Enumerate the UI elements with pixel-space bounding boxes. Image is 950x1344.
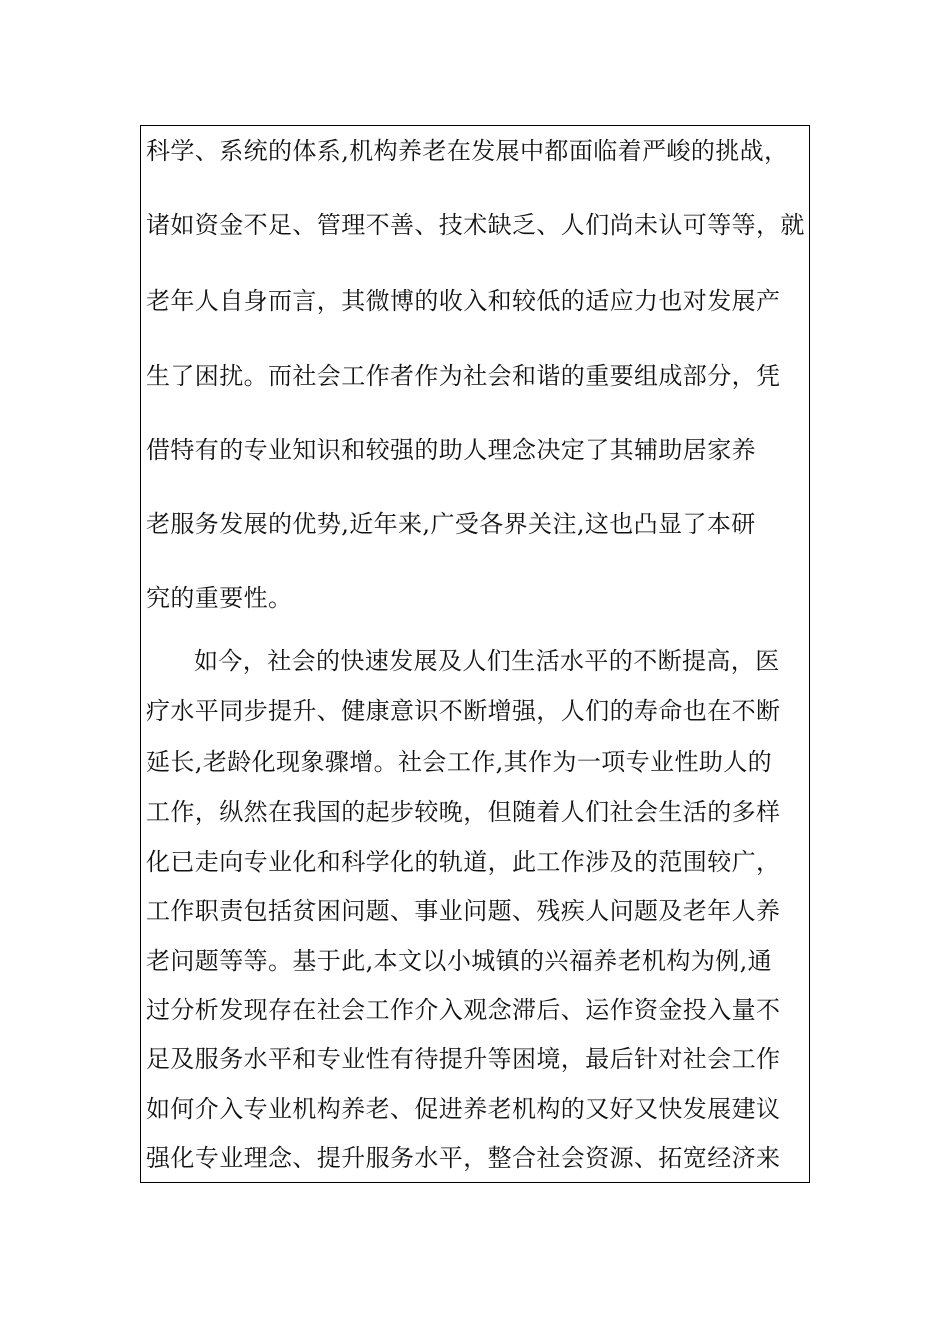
- paragraph-1-line-1: 科学、系统的体系,机构养老在发展中都面临着严峻的挑战，: [146, 137, 789, 165]
- paragraph-1-line-6: 老服务发展的优势,近年来,广受各界关注,这也凸显了本研: [146, 510, 756, 538]
- paragraph-1-line-2: 诸如资金不足、管理不善、技术缺乏、人们尚未认可等等，就: [146, 211, 805, 239]
- paragraph-1-line-4: 生了困扰。而社会工作者作为社会和谐的重要组成部分，凭: [146, 362, 781, 390]
- paragraph-2-line-2: 疗水平同步提升、健康意识不断增强，人们的寿命也在不断: [146, 697, 781, 725]
- paragraph-2-line-9: 足及服务水平和专业性有待提升等困境，最后针对社会工作: [146, 1045, 781, 1073]
- paragraph-2-line-1: 如今，社会的快速发展及人们生活水平的不断提高，医: [194, 647, 780, 675]
- paragraph-2-line-5: 化已走向专业化和科学化的轨道，此工作涉及的范围较广，: [146, 848, 781, 876]
- paragraph-2-line-4: 工作，纵然在我国的起步较晚，但随着人们社会生活的多样: [146, 798, 781, 826]
- paragraph-2-line-10: 如何介入专业机构养老、促进养老机构的又好又快发展建议: [146, 1095, 781, 1123]
- paragraph-1-line-3: 老年人自身而言，其微博的收入和较低的适应力也对发展产: [146, 287, 781, 315]
- paragraph-2-line-7: 老问题等等。基于此,本文以小城镇的兴福养老机构为例,通: [146, 947, 773, 975]
- paragraph-1-line-5: 借特有的专业知识和较强的助人理念决定了其辅助居家养: [146, 436, 756, 464]
- paragraph-2-line-11: 强化专业理念、提升服务水平，整合社会资源、拓宽经济来: [146, 1144, 781, 1172]
- paragraph-1-line-7: 究的重要性。: [146, 584, 293, 612]
- paragraph-2-line-3: 延长,老龄化现象骤增。社会工作,其作为一项专业性助人的: [146, 748, 773, 776]
- paragraph-2-line-6: 工作职责包括贫困问题、事业问题、残疾人问题及老年人养: [146, 897, 781, 925]
- paragraph-2-line-8: 过分析发现存在社会工作介入观念滞后、运作资金投入量不: [146, 996, 781, 1024]
